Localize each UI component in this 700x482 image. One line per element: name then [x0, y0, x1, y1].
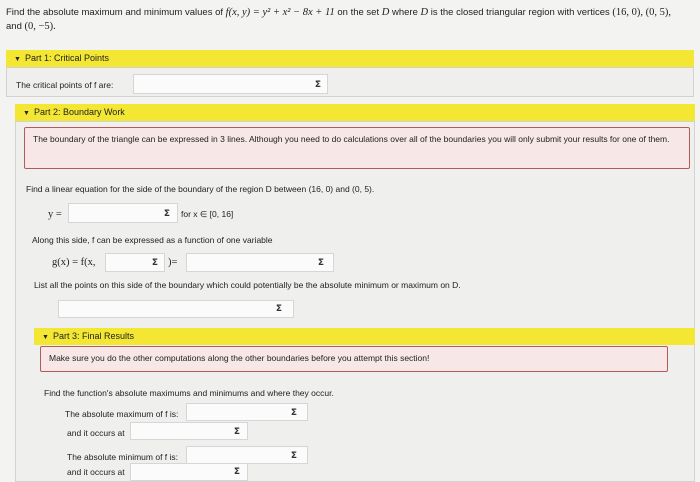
critical-points-input[interactable] [133, 74, 328, 94]
g-expression-input[interactable] [186, 253, 334, 272]
min-occurs-label: and it occurs at [67, 467, 125, 477]
min-location-input[interactable] [130, 463, 248, 481]
along-side-text: Along this side, f can be expressed as a function of one variable [32, 235, 273, 245]
critical-points-label: The critical points of f are: [16, 80, 114, 90]
sigma-icon[interactable]: Σ [314, 80, 322, 90]
part2-notice: The boundary of the triangle can be expressed in 3 lines. Although you need to do calculations over all of the boundaries you will only submit your results for one of them. [24, 127, 690, 169]
part3-header[interactable]: ▼ Part 3: Final Results [34, 328, 695, 345]
sigma-icon[interactable]: Σ [233, 467, 241, 477]
sigma-icon[interactable]: Σ [151, 258, 159, 268]
sigma-icon[interactable]: Σ [233, 427, 241, 437]
problem-where: where [391, 7, 418, 18]
max-occurs-label: and it occurs at [67, 428, 125, 438]
boundary-points-input[interactable] [58, 300, 294, 318]
find-linear-equation-text: Find a linear equation for the side of the boundary of the region D between (16, 0) and (0, 5). [26, 184, 375, 194]
problem-middle: on the set [337, 7, 380, 18]
max-label: The absolute maximum of f is: [65, 409, 179, 419]
set-name-2: D [420, 7, 429, 18]
set-name: D [381, 7, 390, 18]
part2-header[interactable]: ▼ Part 2: Boundary Work [15, 104, 695, 121]
problem-statement [6, 6, 696, 34]
g-function-label: g(x) = f(x, [52, 257, 96, 268]
sigma-icon[interactable]: Σ [163, 209, 171, 219]
vertices-1: (16, 0), (0, 5), [612, 7, 672, 18]
collapse-triangle-icon: ▼ [23, 110, 30, 117]
sigma-icon[interactable]: Σ [317, 258, 325, 268]
list-points-text: List all the points on this side of the boundary which could potentially be the absolute minimum or maximum on D. [34, 280, 461, 290]
g-close-paren: )= [168, 257, 178, 268]
y-equals-label: y = [48, 209, 62, 220]
sigma-icon[interactable]: Σ [290, 451, 298, 461]
collapse-triangle-icon: ▼ [42, 334, 49, 341]
problem-intro: Find the absolute maximum and minimum values of [6, 7, 224, 18]
find-extrema-text: Find the function's absolute maximums and minimums and where they occur. [44, 388, 334, 398]
min-label: The absolute minimum of f is: [67, 452, 179, 462]
problem-region: is the closed triangular region with vertices [430, 7, 610, 18]
sigma-icon[interactable]: Σ [275, 304, 283, 314]
max-location-input[interactable] [130, 422, 248, 440]
function-expression: f(x, y) = y² + x² − 8x + 11 [225, 7, 335, 18]
domain-text: for x ∈ [0, 16] [181, 209, 234, 219]
vertices-and: and [6, 21, 22, 32]
part3-notice: Make sure you do the other computations along the other boundaries before you attempt this section! [40, 346, 668, 372]
collapse-triangle-icon: ▼ [14, 56, 21, 63]
part1-header[interactable]: ▼ Part 1: Critical Points [6, 50, 694, 67]
sigma-icon[interactable]: Σ [290, 408, 298, 418]
vertices-2: (0, −5). [24, 21, 56, 32]
